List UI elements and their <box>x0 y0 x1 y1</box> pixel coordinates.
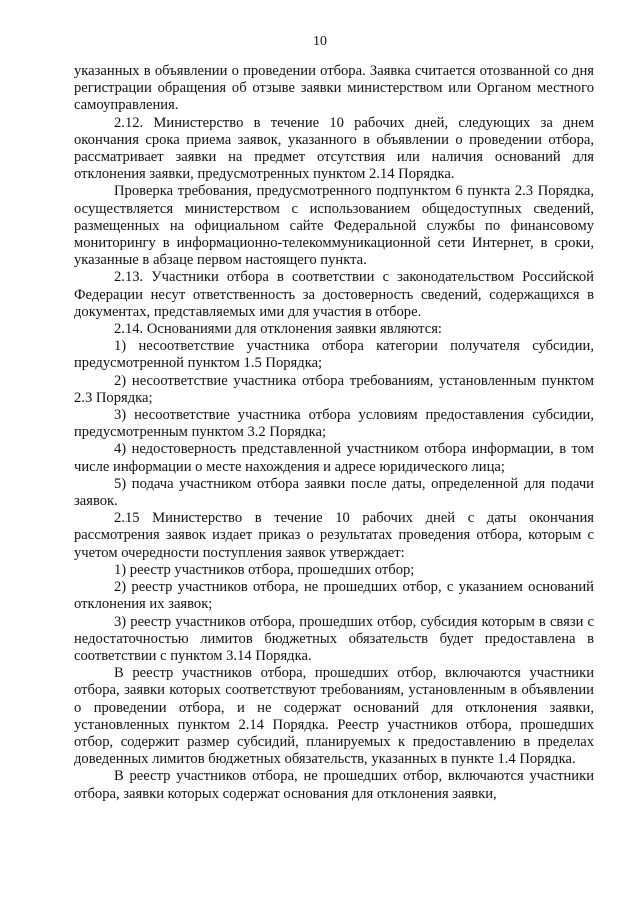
paragraph: В реестр участников отбора, не прошедших отбор, включаются участники отбора, заявки которых содержат основания для отклонения заявки, <box>74 768 594 802</box>
list-item: 3) реестр участников отбора, прошедших отбор, субсидия которым в связи с недостаточностью лимитов бюджетных обязательств будет предоставлена в соответствии с пунктом 3.14 Порядка. <box>74 613 594 664</box>
list-item: 2) реестр участников отбора, не прошедших отбор, с указанием оснований отклонения их заявок; <box>74 579 594 613</box>
paragraph: Проверка требования, предусмотренного подпунктом 6 пункта 2.3 Порядка, осуществляется министерством с использованием общедоступных сведений, размещенных на официальном сайте Федеральной службы по финансовому мониторингу в информационно-телекоммуникационной сети Интернет, в сроки, указанные в абзаце первом настоящего пункта. <box>74 183 594 269</box>
page-number: 10 <box>313 34 327 49</box>
paragraph: 2.15 Министерство в течение 10 рабочих дней с даты окончания рассмотрения заявок издает приказ о результатах проведения отбора, которым с учетом очередности поступления заявок утверждает: <box>74 510 594 561</box>
paragraph: 2.13. Участники отбора в соответствии с законодательством Российской Федерации несут ответственность за достоверность сведений, содержащихся в документах, представляемых ими для участия в отборе. <box>74 269 594 320</box>
list-item: 2) несоответствие участника отбора требованиям, установленным пунктом 2.3 Порядка; <box>74 372 594 406</box>
paragraph: В реестр участников отбора, прошедших отбор, включаются участники отбора, заявки которых соответствуют требованиям, установленным в объявлении о проведении отбора, и не содержат оснований для отклонения заявки, установленных пунктом 2.14 Порядка. Реестр участников отбора, прошедших отбор, содержит размер субсидий, планируемых к предоставлению в пределах доведенных лимитов бюджетных обязательств, указанных в пункте 1.4 Порядка. <box>74 665 594 768</box>
body-text <box>74 63 594 803</box>
list-item: 1) реестр участников отбора, прошедших отбор; <box>114 561 415 578</box>
paragraph: 2.12. Министерство в течение 10 рабочих дней, следующих за днем окончания срока приема заявок, указанного в объявлении о проведении отбора, рассматривает заявки на предмет отсутствия или наличия оснований для отклонения заявки, предусмотренных пунктом 2.14 Порядка. <box>74 114 594 183</box>
paragraph: указанных в объявлении о проведении отбора. Заявка считается отозванной со дня регистрации обращения об отзыве заявки министерством или Органом местного самоуправления. <box>74 63 594 114</box>
list-item: 1) несоответствие участника отбора категории получателя субсидии, предусмотренной пунктом 1.5 Порядка; <box>74 338 594 372</box>
list-item: 3) несоответствие участника отбора условиям предоставления субсидии, предусмотренным пунктом 3.2 Порядка; <box>74 407 594 441</box>
list-item: 5) подача участником отбора заявки после даты, определенной для подачи заявок. <box>74 475 594 510</box>
paragraph: 2.14. Основаниями для отклонения заявки являются: <box>114 321 442 338</box>
list-item: 4) недостоверность представленной участником отбора информации, в том числе информации о месте нахождения и адресе юридического лица; <box>74 441 594 475</box>
